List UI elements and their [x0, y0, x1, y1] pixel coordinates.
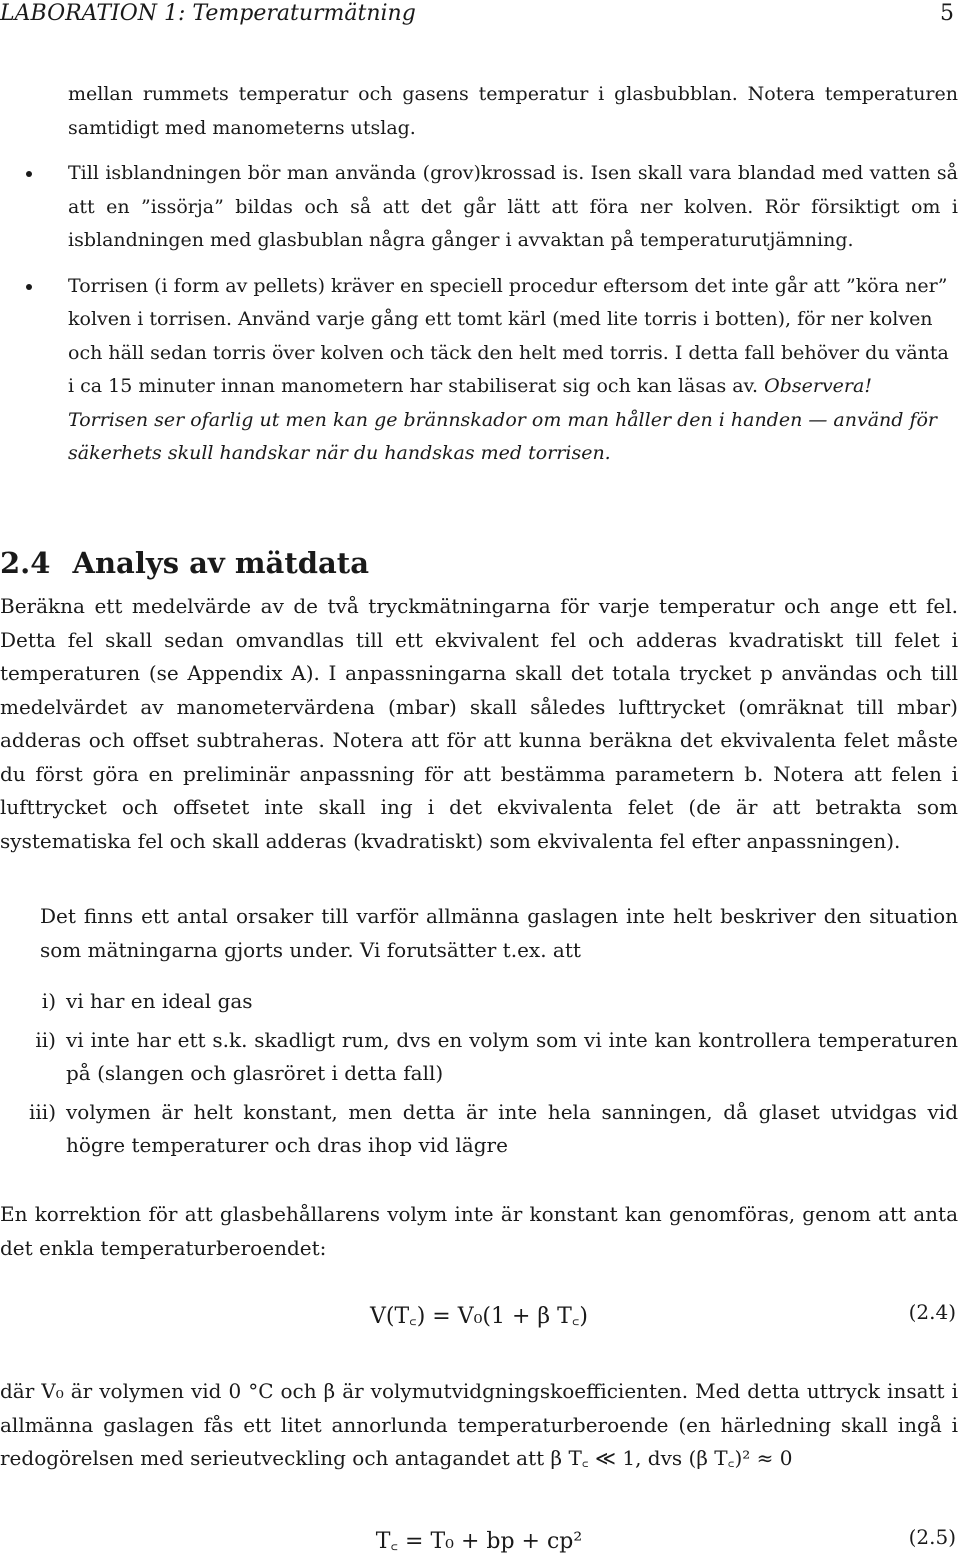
equation-expression: T꜀ = T₀ + bp + cp² — [375, 1529, 583, 1554]
bullet-item-dry-ice — [26, 270, 958, 471]
dry-ice-instructions: Torrisen (i form av pellets) kräver en speciell procedur eftersom det inte går att ”köra ner” kolven i torrisen. Använd varje gång ett tomt kärl (med lite torris i botten), för ner kolven och häll sedan torris över kolven och täck den helt med torris. I detta fall behöver du vänta i ca 15 minuter innan manometern har stabiliserat sig och kan läsas av. — [68, 274, 949, 397]
list-label: ii) — [35, 1027, 56, 1052]
bullet-text: mellan rummets temperatur och gasens temperatur i glasbubblan. Notera temperaturen samtidigt med manometerns utslag. — [68, 83, 958, 139]
paragraph-correction — [0, 1198, 958, 1265]
paragraph-analysis — [0, 590, 958, 858]
dry-ice-warning: Observera! Torrisen ser ofarlig ut men kan ge brännskador om man håller den i handen — använd för säkerhets skull handskar när du handskas med torrisen. — [68, 375, 938, 464]
list-text: vi inte har ett s.k. skadligt rum, dvs en volym som vi inte kan kontrollera temperaturen på (slangen och glasröret i detta fall) — [66, 1027, 958, 1085]
section-number: 2.4 — [0, 546, 51, 580]
equation-number: (2.5) — [908, 1525, 956, 1549]
section-heading — [0, 543, 369, 583]
list-label: iii) — [29, 1099, 56, 1124]
equation-2-5 — [0, 1525, 958, 1565]
page-number: 5 — [940, 1, 954, 26]
equation-number: (2.4) — [908, 1300, 956, 1324]
paragraph-text: En korrektion för att glasbehållarens volym inte är konstant kan genomföras, genom att anta det enkla temperaturberoendet: — [0, 1202, 958, 1260]
equation-expression: V(T꜀) = V₀(1 + β T꜀) — [369, 1304, 589, 1329]
paragraph-volume — [0, 1375, 958, 1476]
paragraph-text: Det finns ett antal orsaker till varför allmänna gaslagen inte helt beskriver den situation som mätningarna gjorts under. Vi forutsätter t.ex. att — [40, 904, 958, 962]
bullet-item-continuation — [26, 78, 958, 145]
paragraph-text: där V₀ är volymen vid 0 °C och β är volymutvidgningskoefficienten. Med detta uttryck insatt i allmänna gaslagen fås ett litet annorlunda temperaturberoende (en härledning skall ingå i redogörelsen med serieutveckling och antagandet att β T꜀ ≪ 1, dvs (β T꜀)² ≈ 0 — [0, 1379, 958, 1470]
running-header-title: LABORATION 1: Temperaturmätning — [0, 1, 416, 26]
paragraph-text: Beräkna ett medelvärde av de två tryckmätningarna för varje temperatur och ange ett fel. Detta fel skall sedan omvandlas till ett ekvivalent fel och adderas kvadratiskt till felet i temperaturen (se Appendix A). I anpassningarna skall det totala trycket p användas och till medelvärdet av manometervärdena (mbar) skall således lufttrycket (omräknat till mbar) adderas och offset subtraheras. Notera att för att kunna beräkna det ekvivalenta felet måste du först göra en preliminär anpassning för att bestämma parametern b. Notera att felen i lufttrycket och offsetet inte skall ing i det ekvivalenta felet (de är att betrakta som systematiska fel och skall adderas (kvadratiskt) som ekvivalenta fel efter anpassningen). — [0, 594, 958, 853]
list-item — [0, 985, 958, 1019]
bullet-dot-icon — [26, 284, 32, 290]
section-title: Analys av mätdata — [72, 546, 369, 580]
list-text: volymen är helt konstant, men detta är inte hela sanningen, då glaset utvidgas vid högre temperaturer och dras ihop vid lägre — [66, 1099, 958, 1157]
bullet-text — [68, 270, 958, 471]
assumption-list — [0, 985, 958, 1168]
equation-2-4 — [0, 1300, 958, 1340]
list-item — [0, 1096, 958, 1163]
bullet-list — [26, 78, 958, 483]
bullet-item-ice — [26, 157, 958, 258]
list-text: vi har en ideal gas — [66, 989, 253, 1013]
paragraph-assumptions — [0, 900, 958, 967]
bullet-dot-icon — [26, 171, 32, 177]
running-header — [0, 0, 958, 30]
list-label: i) — [41, 989, 56, 1013]
list-item — [0, 1024, 958, 1091]
bullet-text: Till isblandningen bör man använda (grov)krossad is. Isen skall vara blandad med vatten så att en ”issörja” bildas och så att det går lätt att föra ner kolven. Rör försiktigt om i isblandningen med glasbublan några gånger i avvaktan på temperaturutjämning. — [68, 162, 958, 251]
